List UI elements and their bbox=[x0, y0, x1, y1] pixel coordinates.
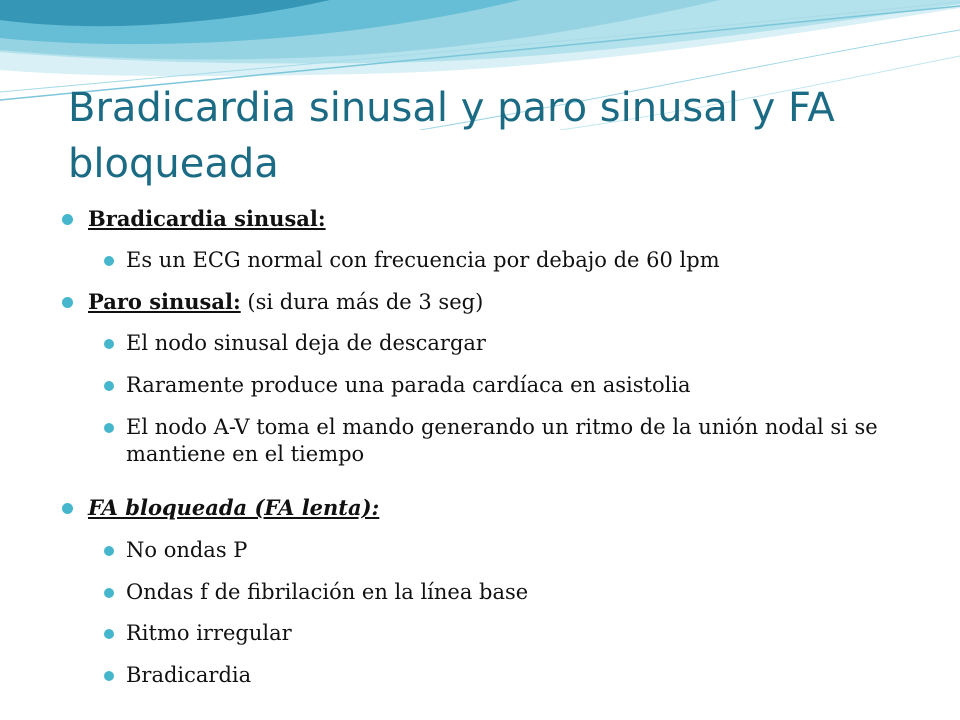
list-item bbox=[104, 579, 904, 606]
section-heading-text bbox=[88, 495, 902, 521]
section-heading-fa-bloqueada bbox=[62, 495, 902, 521]
list-item-text: Ritmo irregular bbox=[126, 621, 292, 645]
section-heading-text bbox=[88, 289, 902, 315]
list-item-text: El nodo A-V toma el mando generando un ritmo de la unión nodal si se mantiene en el tiempo bbox=[126, 415, 878, 466]
section-heading-note: (si dura más de 3 seg) bbox=[240, 290, 484, 314]
bullet-icon bbox=[104, 339, 114, 349]
bullet-icon bbox=[104, 381, 114, 391]
bullet-icon bbox=[104, 423, 114, 433]
list-item-text: El nodo sinusal deja de descargar bbox=[126, 331, 486, 355]
bullet-icon bbox=[62, 297, 73, 308]
bullet-icon bbox=[104, 588, 114, 598]
bullet-icon bbox=[104, 671, 114, 681]
slide-title: Bradicardia sinusal y paro sinusal y FA bloqueada bbox=[68, 85, 835, 187]
list-item bbox=[104, 247, 904, 274]
list-item bbox=[104, 330, 904, 357]
list-item bbox=[104, 414, 904, 468]
list-item-text: Raramente produce una parada cardíaca en asistolia bbox=[126, 373, 691, 397]
list-item bbox=[104, 662, 904, 689]
section-heading-label: FA bloqueada (FA lenta): bbox=[88, 495, 380, 520]
section-heading-paro-sinusal bbox=[62, 289, 902, 315]
bullet-icon bbox=[62, 214, 73, 225]
list-item bbox=[104, 537, 904, 564]
section-heading-label: Paro sinusal: bbox=[88, 289, 241, 314]
bullet-icon bbox=[104, 546, 114, 556]
bullet-icon bbox=[104, 629, 114, 639]
section-heading-bradicardia-sinusal bbox=[62, 206, 902, 232]
list-item-text: Es un ECG normal con frecuencia por debajo de 60 lpm bbox=[126, 248, 720, 272]
section-heading-text bbox=[88, 206, 902, 232]
bullet-icon bbox=[104, 256, 114, 266]
list-item-text: Ondas f de fibrilación en la línea base bbox=[126, 580, 529, 604]
list-item-text: No ondas P bbox=[126, 538, 248, 562]
list-item-text: Bradicardia bbox=[126, 663, 252, 687]
bullet-icon bbox=[62, 503, 73, 514]
section-heading-label: Bradicardia sinusal: bbox=[88, 206, 326, 231]
list-item bbox=[104, 372, 904, 399]
list-item bbox=[104, 620, 904, 647]
